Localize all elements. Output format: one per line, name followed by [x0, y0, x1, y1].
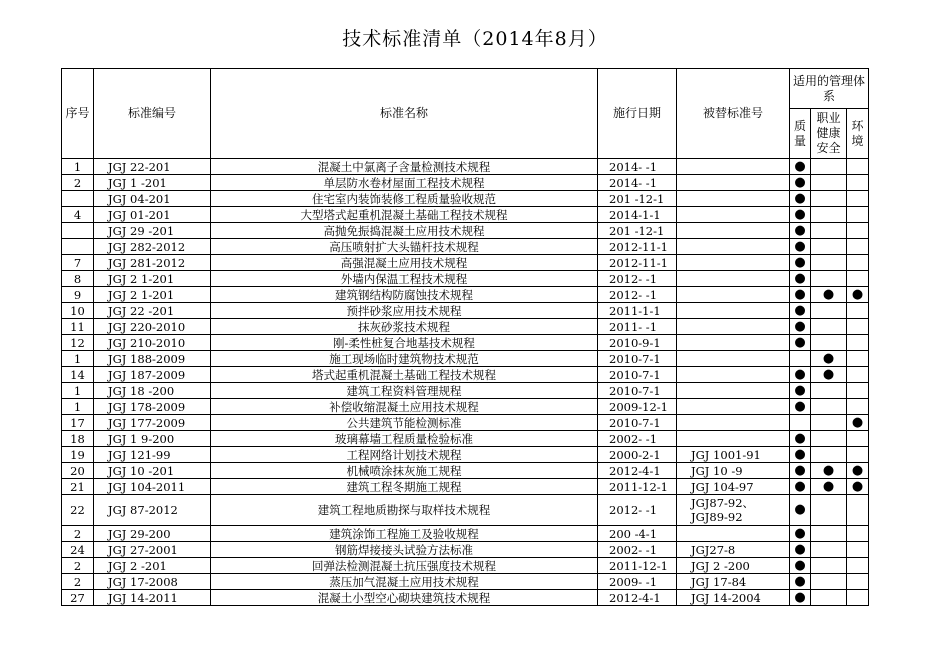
quality-mark: ● [790, 223, 811, 239]
name-cell: 混凝土小型空心砌块建筑技术规程 [211, 590, 598, 606]
name-cell: 混凝土中氯离子含量检测技术规程 [211, 159, 598, 175]
replaced-cell: JGJ 104-97 [677, 479, 790, 495]
replaced-cell [677, 191, 790, 207]
name-cell: 回弹法检测混凝土抗压强度技术规程 [211, 558, 598, 574]
replaced-cell [677, 526, 790, 542]
table-row [62, 415, 869, 431]
table-row [62, 526, 869, 542]
quality-mark: ● [790, 526, 811, 542]
ohs-mark [811, 207, 847, 223]
table-row [62, 271, 869, 287]
env-mark [847, 383, 869, 399]
date-cell: 2014- -1 [598, 159, 677, 175]
ohs-mark [811, 335, 847, 351]
seq-cell: 12 [62, 335, 94, 351]
env-mark [847, 335, 869, 351]
table-row [62, 223, 869, 239]
seq-cell: 9 [62, 287, 94, 303]
ohs-mark [811, 191, 847, 207]
table-row [62, 319, 869, 335]
ohs-mark [811, 175, 847, 191]
date-cell: 2010-7-1 [598, 351, 677, 367]
code-cell: JGJ 104-2011 [94, 479, 211, 495]
replaced-cell [677, 159, 790, 175]
code-cell: JGJ 121-99 [94, 447, 211, 463]
table-row [62, 287, 869, 303]
env-mark [847, 574, 869, 590]
replaced-cell [677, 399, 790, 415]
seq-cell: 19 [62, 447, 94, 463]
replaced-cell [677, 271, 790, 287]
env-mark: ● [847, 415, 869, 431]
quality-mark: ● [790, 399, 811, 415]
seq-cell: 27 [62, 590, 94, 606]
quality-mark: ● [790, 207, 811, 223]
code-cell: JGJ 2 1-201 [94, 271, 211, 287]
env-mark [847, 223, 869, 239]
code-cell: JGJ 10 -201 [94, 463, 211, 479]
env-mark [847, 191, 869, 207]
ohs-mark [811, 447, 847, 463]
name-cell: 建筑工程资料管理规程 [211, 383, 598, 399]
replaced-cell [677, 351, 790, 367]
replaced-cell [677, 335, 790, 351]
table-row [62, 159, 869, 175]
env-mark [847, 526, 869, 542]
date-cell: 2012- -1 [598, 287, 677, 303]
name-cell: 蒸压加气混凝土应用技术规程 [211, 574, 598, 590]
table-row [62, 431, 869, 447]
table-row [62, 255, 869, 271]
quality-mark [790, 415, 811, 431]
date-cell: 2009-12-1 [598, 399, 677, 415]
seq-cell [62, 191, 94, 207]
table-row [62, 207, 869, 223]
quality-mark: ● [790, 590, 811, 606]
table-row [62, 367, 869, 383]
date-cell: 2011-12-1 [598, 479, 677, 495]
name-cell: 建筑钢结构防腐蚀技术规程 [211, 287, 598, 303]
code-cell: JGJ 87-2012 [94, 495, 211, 526]
date-cell: 2011- -1 [598, 319, 677, 335]
header-env: 环境 [847, 109, 869, 159]
seq-cell: 21 [62, 479, 94, 495]
ohs-mark: ● [811, 367, 847, 383]
table-row [62, 558, 869, 574]
seq-cell: 2 [62, 574, 94, 590]
env-mark [847, 542, 869, 558]
name-cell: 机械喷涂抹灰施工规程 [211, 463, 598, 479]
name-cell: 高压喷射扩大头锚杆技术规程 [211, 239, 598, 255]
date-cell: 200 -4-1 [598, 526, 677, 542]
replaced-cell: JGJ 1001-91 [677, 447, 790, 463]
replaced-cell [677, 383, 790, 399]
header-seq: 序号 [62, 69, 94, 159]
code-cell: JGJ 17-2008 [94, 574, 211, 590]
ohs-mark [811, 159, 847, 175]
seq-cell: 20 [62, 463, 94, 479]
env-mark [847, 351, 869, 367]
table-row [62, 239, 869, 255]
seq-cell [62, 239, 94, 255]
replaced-cell: JGJ87-92、 JGJ89-92 [677, 495, 790, 526]
env-mark [847, 495, 869, 526]
seq-cell: 10 [62, 303, 94, 319]
code-cell: JGJ 01-201 [94, 207, 211, 223]
table-row [62, 479, 869, 495]
standards-table [61, 68, 869, 606]
page-title: 技术标准清单（2014年8月） [342, 28, 608, 50]
replaced-cell [677, 415, 790, 431]
quality-mark: ● [790, 558, 811, 574]
date-cell: 2009- -1 [598, 574, 677, 590]
env-mark: ● [847, 463, 869, 479]
ohs-mark [811, 223, 847, 239]
quality-mark [790, 351, 811, 367]
code-cell: JGJ 18 -200 [94, 383, 211, 399]
name-cell: 高抛免振捣混凝土应用技术规程 [211, 223, 598, 239]
seq-cell: 14 [62, 367, 94, 383]
quality-mark: ● [790, 367, 811, 383]
name-cell: 玻璃幕墙工程质量检验标准 [211, 431, 598, 447]
ohs-mark [811, 590, 847, 606]
date-cell: 2002- -1 [598, 431, 677, 447]
code-cell: JGJ 2 1-201 [94, 287, 211, 303]
name-cell: 钢筋焊接接头试验方法标准 [211, 542, 598, 558]
seq-cell: 11 [62, 319, 94, 335]
date-cell: 2012-11-1 [598, 239, 677, 255]
seq-cell: 18 [62, 431, 94, 447]
replaced-cell [677, 223, 790, 239]
replaced-cell [677, 255, 790, 271]
header-quality: 质量 [790, 109, 811, 159]
table-row [62, 399, 869, 415]
replaced-cell [677, 431, 790, 447]
seq-cell: 8 [62, 271, 94, 287]
table-row [62, 335, 869, 351]
replaced-cell [677, 207, 790, 223]
date-cell: 2012- -1 [598, 495, 677, 526]
header-date: 施行日期 [598, 69, 677, 159]
name-cell: 抹灰砂浆技术规程 [211, 319, 598, 335]
ohs-mark [811, 415, 847, 431]
quality-mark: ● [790, 431, 811, 447]
name-cell: 外墙内保温工程技术规程 [211, 271, 598, 287]
quality-mark: ● [790, 271, 811, 287]
date-cell: 2014-1-1 [598, 207, 677, 223]
date-cell: 2002- -1 [598, 542, 677, 558]
quality-mark: ● [790, 335, 811, 351]
ohs-mark [811, 495, 847, 526]
ohs-mark [811, 558, 847, 574]
ohs-mark [811, 383, 847, 399]
header-code: 标准编号 [94, 69, 211, 159]
ohs-mark [811, 542, 847, 558]
table-row [62, 495, 869, 526]
seq-cell: 24 [62, 542, 94, 558]
code-cell: JGJ 04-201 [94, 191, 211, 207]
name-cell: 补偿收缩混凝土应用技术规程 [211, 399, 598, 415]
name-cell: 塔式起重机混凝土基础工程技术规程 [211, 367, 598, 383]
header-name: 标准名称 [211, 69, 598, 159]
seq-cell: 4 [62, 207, 94, 223]
date-cell: 2012-11-1 [598, 255, 677, 271]
date-cell: 2010-7-1 [598, 367, 677, 383]
seq-cell: 1 [62, 351, 94, 367]
env-mark [847, 175, 869, 191]
name-cell: 建筑工程地质勘探与取样技术规程 [211, 495, 598, 526]
quality-mark: ● [790, 574, 811, 590]
env-mark [847, 431, 869, 447]
date-cell: 2012-4-1 [598, 463, 677, 479]
env-mark [847, 159, 869, 175]
header-systems: 适用的管理体系 [790, 69, 869, 109]
ohs-mark: ● [811, 463, 847, 479]
code-cell: JGJ 188-2009 [94, 351, 211, 367]
quality-mark: ● [790, 319, 811, 335]
ohs-mark: ● [811, 351, 847, 367]
code-cell: JGJ 27-2001 [94, 542, 211, 558]
env-mark [847, 399, 869, 415]
table-row [62, 447, 869, 463]
date-cell: 2010-7-1 [598, 415, 677, 431]
replaced-cell [677, 175, 790, 191]
replaced-cell: JGJ 17-84 [677, 574, 790, 590]
ohs-mark [811, 526, 847, 542]
quality-mark: ● [790, 383, 811, 399]
code-cell: JGJ 178-2009 [94, 399, 211, 415]
ohs-mark [811, 303, 847, 319]
quality-mark: ● [790, 191, 811, 207]
code-cell: JGJ 282-2012 [94, 239, 211, 255]
name-cell: 刚-柔性桩复合地基技术规程 [211, 335, 598, 351]
seq-cell: 1 [62, 159, 94, 175]
code-cell: JGJ 210-2010 [94, 335, 211, 351]
code-cell: JGJ 220-2010 [94, 319, 211, 335]
replaced-cell: JGJ 10 -9 [677, 463, 790, 479]
code-cell: JGJ 281-2012 [94, 255, 211, 271]
code-cell: JGJ 14-2011 [94, 590, 211, 606]
table-row [62, 463, 869, 479]
quality-mark: ● [790, 159, 811, 175]
ohs-mark [811, 255, 847, 271]
ohs-mark [811, 399, 847, 415]
name-cell: 大型塔式起重机混凝土基础工程技术规程 [211, 207, 598, 223]
code-cell: JGJ 1 -201 [94, 175, 211, 191]
table-row [62, 590, 869, 606]
seq-cell: 1 [62, 383, 94, 399]
table-row [62, 383, 869, 399]
ohs-mark [811, 271, 847, 287]
quality-mark: ● [790, 255, 811, 271]
env-mark [847, 319, 869, 335]
ohs-mark [811, 431, 847, 447]
name-cell: 建筑工程冬期施工规程 [211, 479, 598, 495]
env-mark [847, 255, 869, 271]
header-replaced: 被替标准号 [677, 69, 790, 159]
name-cell: 施工现场临时建筑物技术规范 [211, 351, 598, 367]
ohs-mark: ● [811, 479, 847, 495]
ohs-mark [811, 574, 847, 590]
code-cell: JGJ 22-201 [94, 159, 211, 175]
env-mark: ● [847, 287, 869, 303]
env-mark [847, 271, 869, 287]
table-body [62, 159, 869, 606]
header-ohs: 职业健康安全 [811, 109, 847, 159]
replaced-cell: JGJ27-8 [677, 542, 790, 558]
name-cell: 预拌砂浆应用技术规程 [211, 303, 598, 319]
code-cell: JGJ 1 9-200 [94, 431, 211, 447]
table-row [62, 303, 869, 319]
date-cell: 2010-7-1 [598, 383, 677, 399]
table-row [62, 351, 869, 367]
env-mark [847, 303, 869, 319]
env-mark [847, 367, 869, 383]
replaced-cell [677, 303, 790, 319]
date-cell: 2000-2-1 [598, 447, 677, 463]
seq-cell: 2 [62, 558, 94, 574]
date-cell: 2014- -1 [598, 175, 677, 191]
quality-mark: ● [790, 495, 811, 526]
table-row [62, 574, 869, 590]
date-cell: 2012-4-1 [598, 590, 677, 606]
code-cell: JGJ 29-200 [94, 526, 211, 542]
table-row [62, 191, 869, 207]
seq-cell: 22 [62, 495, 94, 526]
code-cell: JGJ 29 -201 [94, 223, 211, 239]
quality-mark: ● [790, 463, 811, 479]
code-cell: JGJ 2 -201 [94, 558, 211, 574]
replaced-cell: JGJ 14-2004 [677, 590, 790, 606]
table-row [62, 175, 869, 191]
date-cell: 201 -12-1 [598, 223, 677, 239]
name-cell: 建筑涂饰工程施工及验收规程 [211, 526, 598, 542]
quality-mark: ● [790, 542, 811, 558]
quality-mark: ● [790, 239, 811, 255]
name-cell: 工程网络计划技术规程 [211, 447, 598, 463]
quality-mark: ● [790, 175, 811, 191]
seq-cell: 1 [62, 399, 94, 415]
replaced-cell: JGJ 2 -200 [677, 558, 790, 574]
replaced-cell [677, 287, 790, 303]
code-cell: JGJ 177-2009 [94, 415, 211, 431]
seq-cell: 17 [62, 415, 94, 431]
replaced-cell [677, 319, 790, 335]
code-cell: JGJ 187-2009 [94, 367, 211, 383]
env-mark: ● [847, 479, 869, 495]
replaced-cell [677, 367, 790, 383]
env-mark [847, 558, 869, 574]
ohs-mark [811, 319, 847, 335]
quality-mark: ● [790, 303, 811, 319]
date-cell: 201 -12-1 [598, 191, 677, 207]
quality-mark: ● [790, 287, 811, 303]
ohs-mark: ● [811, 287, 847, 303]
seq-cell: 2 [62, 526, 94, 542]
name-cell: 单层防水卷材屋面工程技术规程 [211, 175, 598, 191]
env-mark [847, 239, 869, 255]
name-cell: 高强混凝土应用技术规程 [211, 255, 598, 271]
name-cell: 住宅室内装饰装修工程质量验收规范 [211, 191, 598, 207]
date-cell: 2012- -1 [598, 271, 677, 287]
table-row [62, 542, 869, 558]
replaced-cell [677, 239, 790, 255]
env-mark [847, 207, 869, 223]
seq-cell: 2 [62, 175, 94, 191]
seq-cell [62, 223, 94, 239]
date-cell: 2011-12-1 [598, 558, 677, 574]
seq-cell: 7 [62, 255, 94, 271]
quality-mark: ● [790, 447, 811, 463]
date-cell: 2011-1-1 [598, 303, 677, 319]
env-mark [847, 447, 869, 463]
ohs-mark [811, 239, 847, 255]
name-cell: 公共建筑节能检测标准 [211, 415, 598, 431]
env-mark [847, 590, 869, 606]
code-cell: JGJ 22 -201 [94, 303, 211, 319]
quality-mark: ● [790, 479, 811, 495]
date-cell: 2010-9-1 [598, 335, 677, 351]
